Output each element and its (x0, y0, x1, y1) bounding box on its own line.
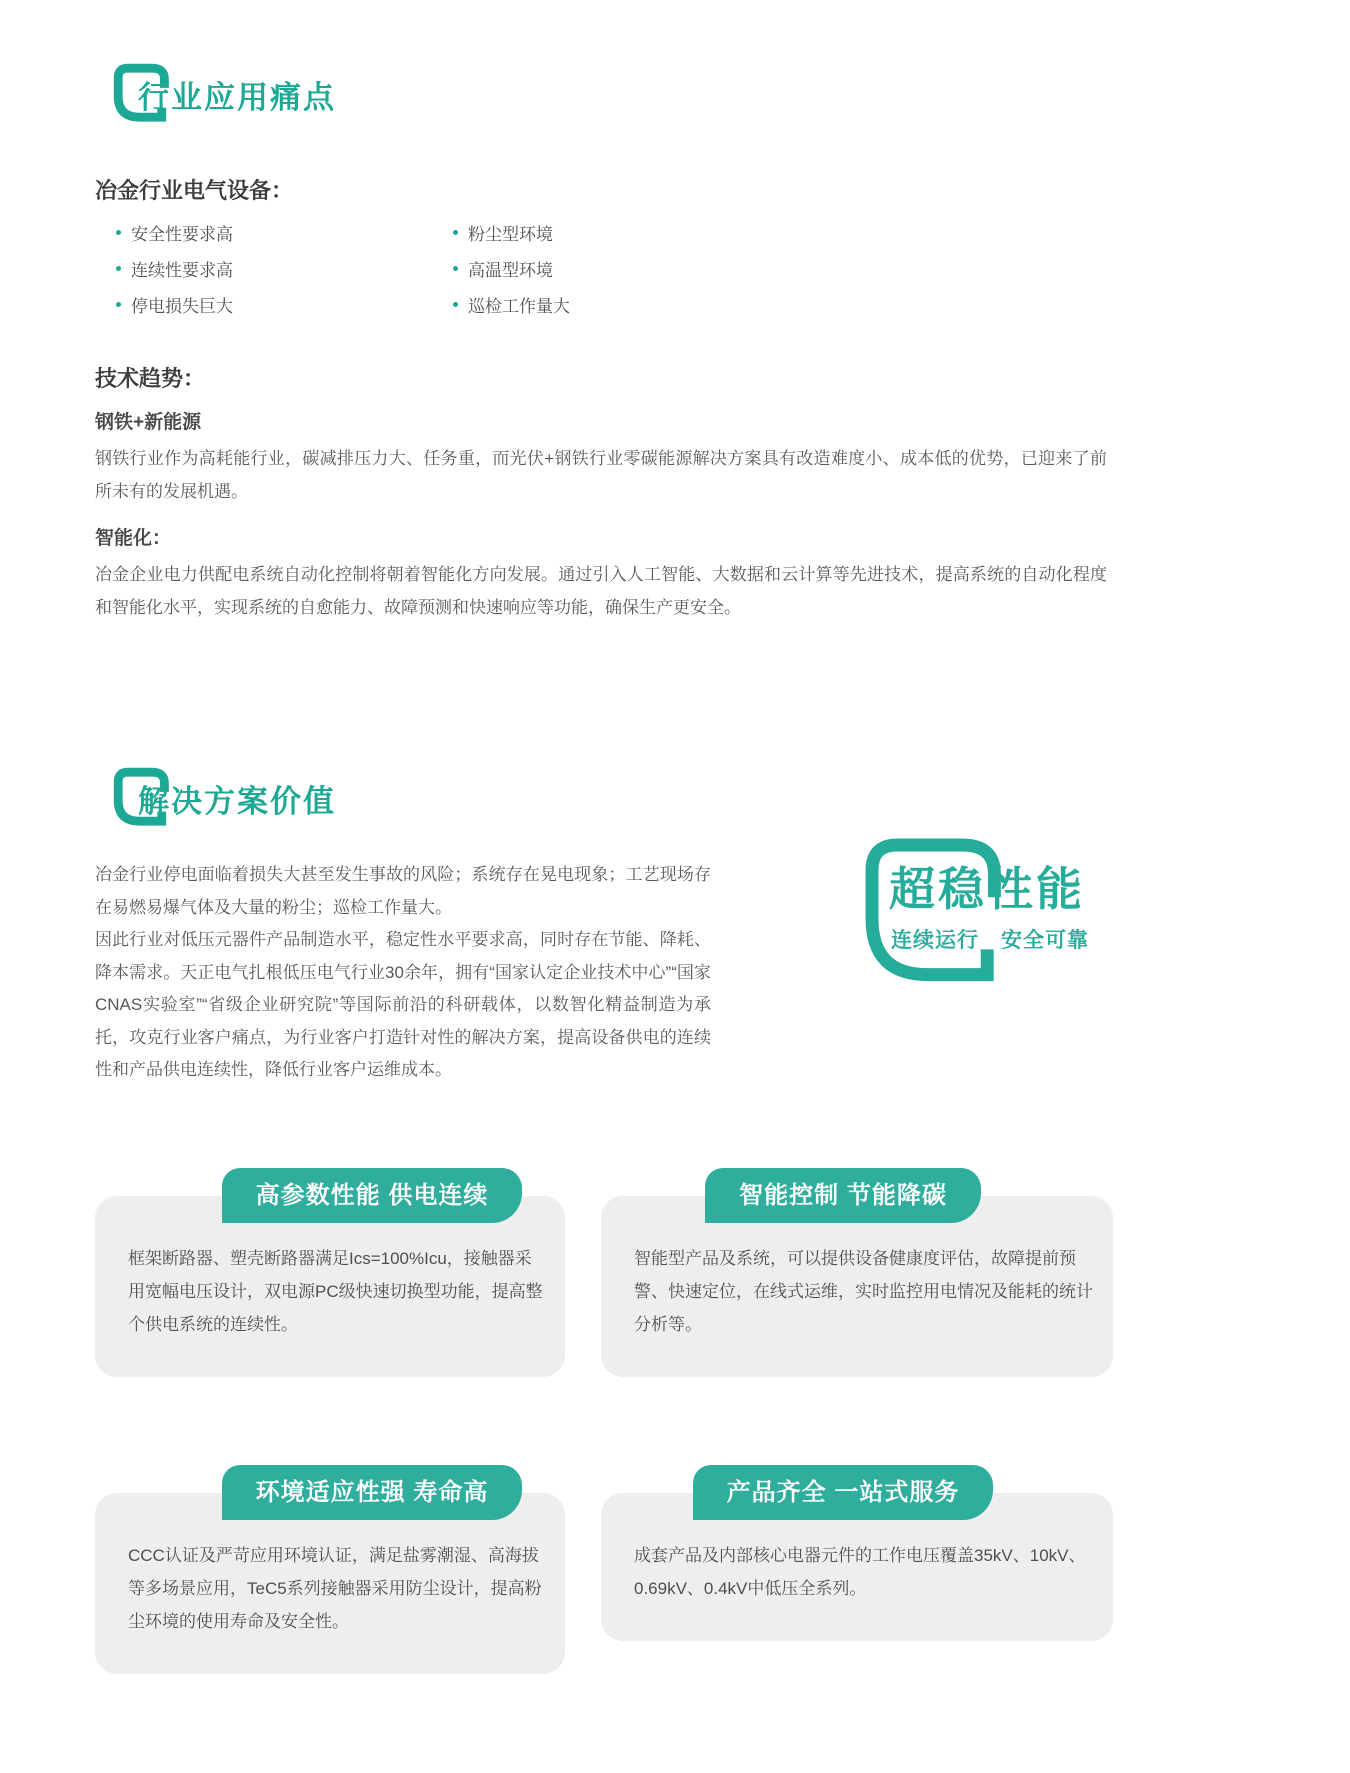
pain-point-item: 停电损失巨大 (95, 286, 432, 322)
card-body: 智能型产品及系统，可以提供设备健康度评估，故障提前预警、快速定位，在线式运维，实时监控用电情况及能耗的统计分析等。 (601, 1196, 1113, 1377)
card-body: 框架断路器、塑壳断路器满足Ics=100%Icu，接触器采用宽幅电压设计，双电源PC级快速切换型功能，提高整个供电系统的连续性。 (95, 1196, 565, 1377)
pain-point-item: 粉尘型环境 (432, 214, 570, 250)
trend-steel-paragraph: 钢铁行业作为高耗能行业，碳减排压力大、任务重，而光伏+钢铁行业零碳能源解决方案具有改造难度小、成本低的优势，已迎来了前所未有的发展机遇。 (95, 449, 1107, 501)
equipment-heading: 冶金行业电气设备： (95, 178, 294, 203)
value-paragraph: 因此行业对低压元器件产品制造水平，稳定性水平要求高，同时存在节能、降耗、降本需求。天正电气扎根低压电气行业30余年，拥有“国家认定企业技术中心”“国家CNAS实验室”“省级企业研究院”等国际前沿的科研载体，以数智化精益制造为承托，攻克行业客户痛点，为行业客户打造针对性的解决方案，提高设备供电的连续性和产品供电连续性，降低行业客户运维成本。 (95, 930, 711, 1079)
card-body: CCC认证及严苛应用环境认证，满足盐雾潮湿、高海拔等多场景应用，TeC5系列接触器采用防尘设计，提高粉尘环境的使用寿命及安全性。 (95, 1493, 565, 1674)
pain-point-item: 高温型环境 (432, 250, 570, 286)
callout-subtitle: 连续运行 安全可靠 (891, 929, 1089, 952)
pain-point-list (95, 214, 570, 322)
trend-smart-paragraph: 冶金企业电力供配电系统自动化控制将朝着智能化方向发展。通过引入人工智能、大数据和云计算等先进技术，提高系统的自动化程度和智能化水平，实现系统的自愈能力、故障预测和快速响应等功能，确保生产更安全。 (95, 565, 1107, 617)
card-badge: 环境适应性强 寿命高 (222, 1465, 523, 1520)
feature-card-full-range (601, 1465, 1113, 1641)
trends-heading: 技术趋势： (95, 366, 206, 391)
trend-steel-title: 钢铁+新能源 (95, 412, 202, 433)
callout-title: 超稳性能 (889, 863, 1085, 915)
card-badge: 高参数性能 供电连续 (222, 1168, 523, 1223)
pain-point-item: 巡检工作量大 (432, 286, 570, 322)
pain-point-item: 安全性要求高 (95, 214, 432, 250)
pain-point-item: 连续性要求高 (95, 250, 432, 286)
performance-callout (845, 810, 1145, 1010)
card-body: 成套产品及内部核心电器元件的工作电压覆盖35kV、10kV、0.69kV、0.4kV中低压全系列。 (601, 1493, 1113, 1641)
solution-value-paragraphs (95, 859, 711, 1087)
card-badge: 产品齐全 一站式服务 (693, 1465, 994, 1520)
card-badge: 智能控制 节能降碳 (705, 1168, 981, 1223)
section-title: 解决方案价值 (138, 784, 336, 819)
value-paragraph: 冶金行业停电面临着损失大甚至发生事故的风险；系统存在晃电现象；工艺现场存在易燃易爆气体及大量的粉尘；巡检工作量大。 (95, 865, 711, 917)
feature-card-smart-control (601, 1168, 1113, 1377)
feature-card-performance (95, 1168, 565, 1377)
page-title: 行业应用痛点 (138, 80, 336, 115)
trend-smart-title: 智能化： (95, 528, 172, 549)
feature-card-environment (95, 1465, 565, 1674)
feature-card-grid (95, 1168, 1113, 1674)
